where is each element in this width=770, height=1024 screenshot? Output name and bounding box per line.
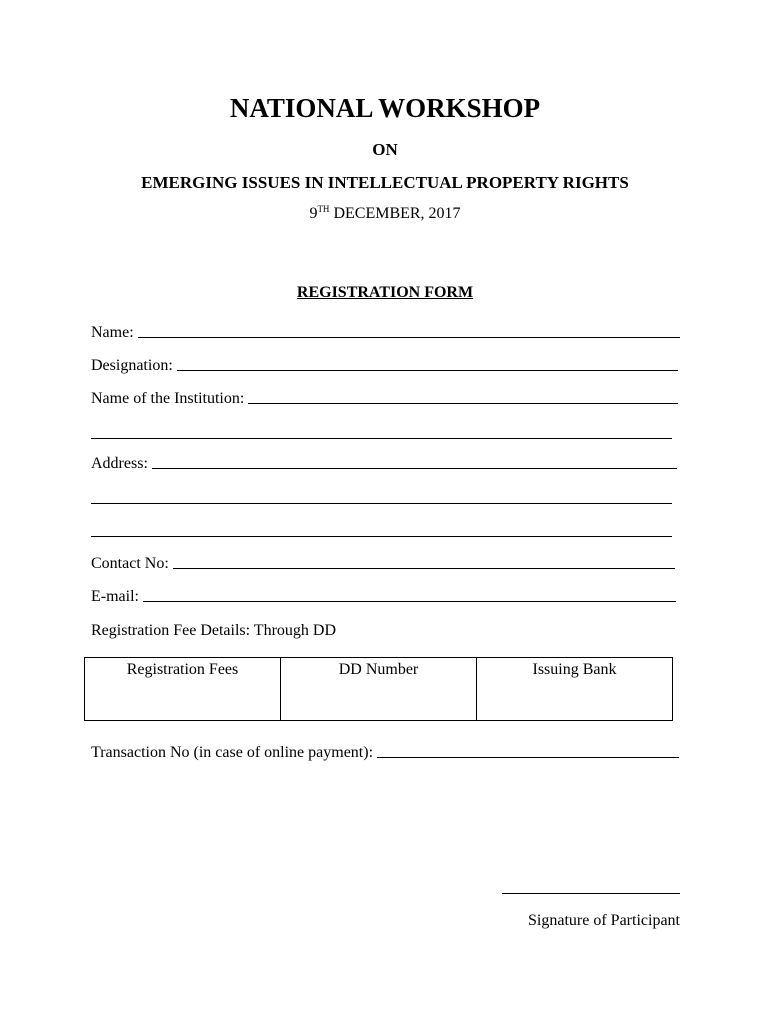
institution-continuation-line[interactable] xyxy=(91,437,672,439)
contact-label: Contact No: xyxy=(91,555,169,572)
workshop-title: NATIONAL WORKSHOP xyxy=(229,93,541,123)
address-field[interactable] xyxy=(91,451,677,473)
address-blank[interactable] xyxy=(152,467,677,469)
designation-blank[interactable] xyxy=(177,369,678,371)
name-field[interactable] xyxy=(91,320,680,342)
fee-col-dd-number[interactable]: DD Number xyxy=(281,658,477,721)
email-field[interactable] xyxy=(91,584,676,606)
fee-table-row xyxy=(85,658,673,721)
email-label: E-mail: xyxy=(91,588,139,605)
address-label: Address: xyxy=(91,455,148,472)
institution-field[interactable] xyxy=(91,386,678,408)
transaction-field[interactable] xyxy=(91,740,679,762)
workshop-on: ON xyxy=(372,140,398,159)
fee-table xyxy=(84,657,673,721)
signature-line[interactable] xyxy=(502,892,680,894)
email-blank[interactable] xyxy=(143,600,676,602)
transaction-label: Transaction No (in case of online payment): xyxy=(91,744,374,761)
fee-col-issuing-bank[interactable]: Issuing Bank xyxy=(477,658,673,721)
signature-label: Signature of Participant xyxy=(528,912,680,929)
fee-col-registration-fees[interactable]: Registration Fees xyxy=(85,658,281,721)
name-label: Name: xyxy=(91,324,134,341)
contact-field[interactable] xyxy=(91,551,675,573)
address-continuation-line-1[interactable] xyxy=(91,502,672,504)
fee-details-label: Registration Fee Details: Through DD xyxy=(91,622,336,639)
contact-blank[interactable] xyxy=(173,567,675,569)
workshop-date xyxy=(0,204,770,223)
designation-label: Designation: xyxy=(91,357,173,374)
address-continuation-line-2[interactable] xyxy=(91,535,672,537)
date-rest: DECEMBER, 2017 xyxy=(329,205,461,222)
date-day: 9 xyxy=(309,205,318,222)
date-suffix: TH xyxy=(317,204,330,214)
designation-field[interactable] xyxy=(91,353,678,375)
form-title: REGISTRATION FORM xyxy=(296,284,474,301)
fee-details-text xyxy=(91,618,336,640)
workshop-subject: EMERGING ISSUES IN INTELLECTUAL PROPERTY RIGHTS xyxy=(141,173,629,192)
name-blank[interactable] xyxy=(138,336,680,338)
transaction-blank[interactable] xyxy=(377,756,679,758)
institution-blank[interactable] xyxy=(248,402,678,404)
institution-label: Name of the Institution: xyxy=(91,390,245,407)
